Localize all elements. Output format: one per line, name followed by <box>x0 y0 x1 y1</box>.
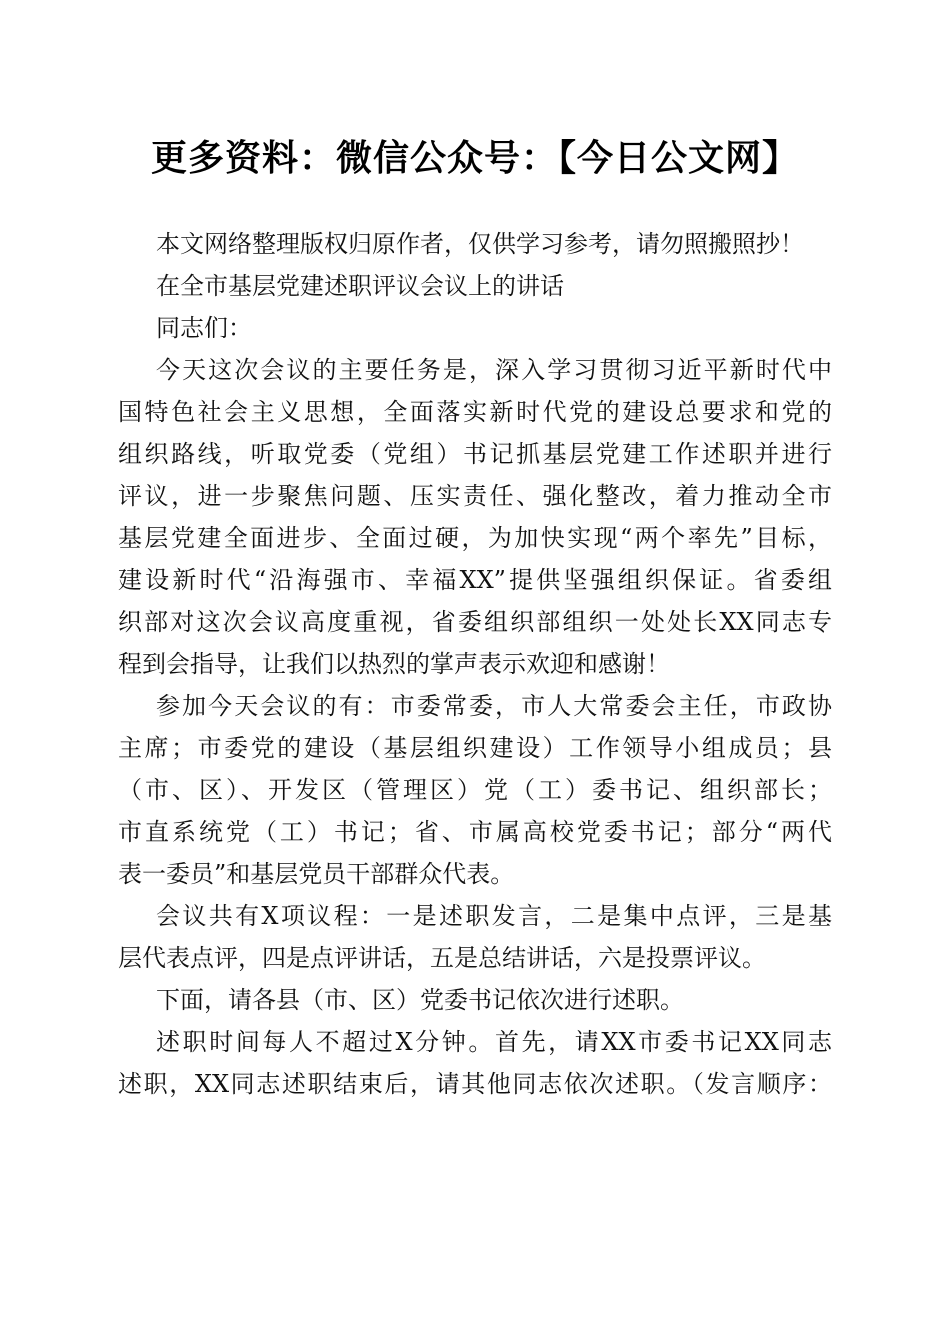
paragraph-line: 国特色社会主义思想，全面落实新时代党的建设总要求和党的 <box>118 398 832 426</box>
paragraph-line: 织部对这次会议高度重视，省委组织部组织一处处长XX同志专 <box>118 608 832 636</box>
salutation: 同志们： <box>156 314 252 342</box>
paragraph-line: 建设新时代“沿海强市、幸福XX”提供坚强组织保证。省委组 <box>118 566 832 594</box>
paragraph-line: 基层党建全面进步、全面过硬，为加快实现“两个率先”目标， <box>118 524 832 552</box>
paragraph-line: 参加今天会议的有：市委常委，市人大常委会主任，市政协 <box>156 692 832 720</box>
paragraph-line: 组织路线，听取党委（党组）书记抓基层党建工作述职并进行 <box>118 440 832 468</box>
paragraph-line: 今天这次会议的主要任务是，深入学习贯彻习近平新时代中 <box>156 356 832 384</box>
speech-title: 在全市基层党建述职评议会议上的讲话 <box>156 272 564 300</box>
paragraph-line: 会议共有X项议程：一是述职发言，二是集中点评，三是基 <box>156 902 832 930</box>
paragraph-line: 层代表点评，四是点评讲话，五是总结讲话，六是投票评议。 <box>118 944 766 972</box>
page-title: 更多资料：微信公众号：【今日公文网】 <box>150 138 799 179</box>
paragraph-line: 表一委员”和基层党员干部群众代表。 <box>118 860 515 888</box>
paragraph-line: 主席；市委党的建设（基层组织建设）工作领导小组成员；县 <box>118 734 832 762</box>
paragraph-line: 市直系统党（工）书记；省、市属高校党委书记；部分“两代 <box>118 818 832 846</box>
paragraph-line: 述职时间每人不超过X分钟。首先，请XX市委书记XX同志 <box>156 1028 832 1056</box>
paragraph-line: 下面，请各县（市、区）党委书记依次进行述职。 <box>156 986 684 1014</box>
paragraph-line: （市、区）、开发区（管理区）党（工）委书记、组织部长； <box>118 776 832 804</box>
paragraph-line: 评议，进一步聚焦问题、压实责任、强化整改，着力推动全市 <box>118 482 832 510</box>
paragraph-line: 述职，XX同志述职结束后，请其他同志依次述职。（发言顺序： <box>118 1070 832 1098</box>
copyright-notice: 本文网络整理版权归原作者，仅供学习参考，请勿照搬照抄！ <box>156 230 804 258</box>
document-body <box>118 223 832 1105</box>
paragraph-line: 程到会指导，让我们以热烈的掌声表示欢迎和感谢！ <box>118 650 670 678</box>
